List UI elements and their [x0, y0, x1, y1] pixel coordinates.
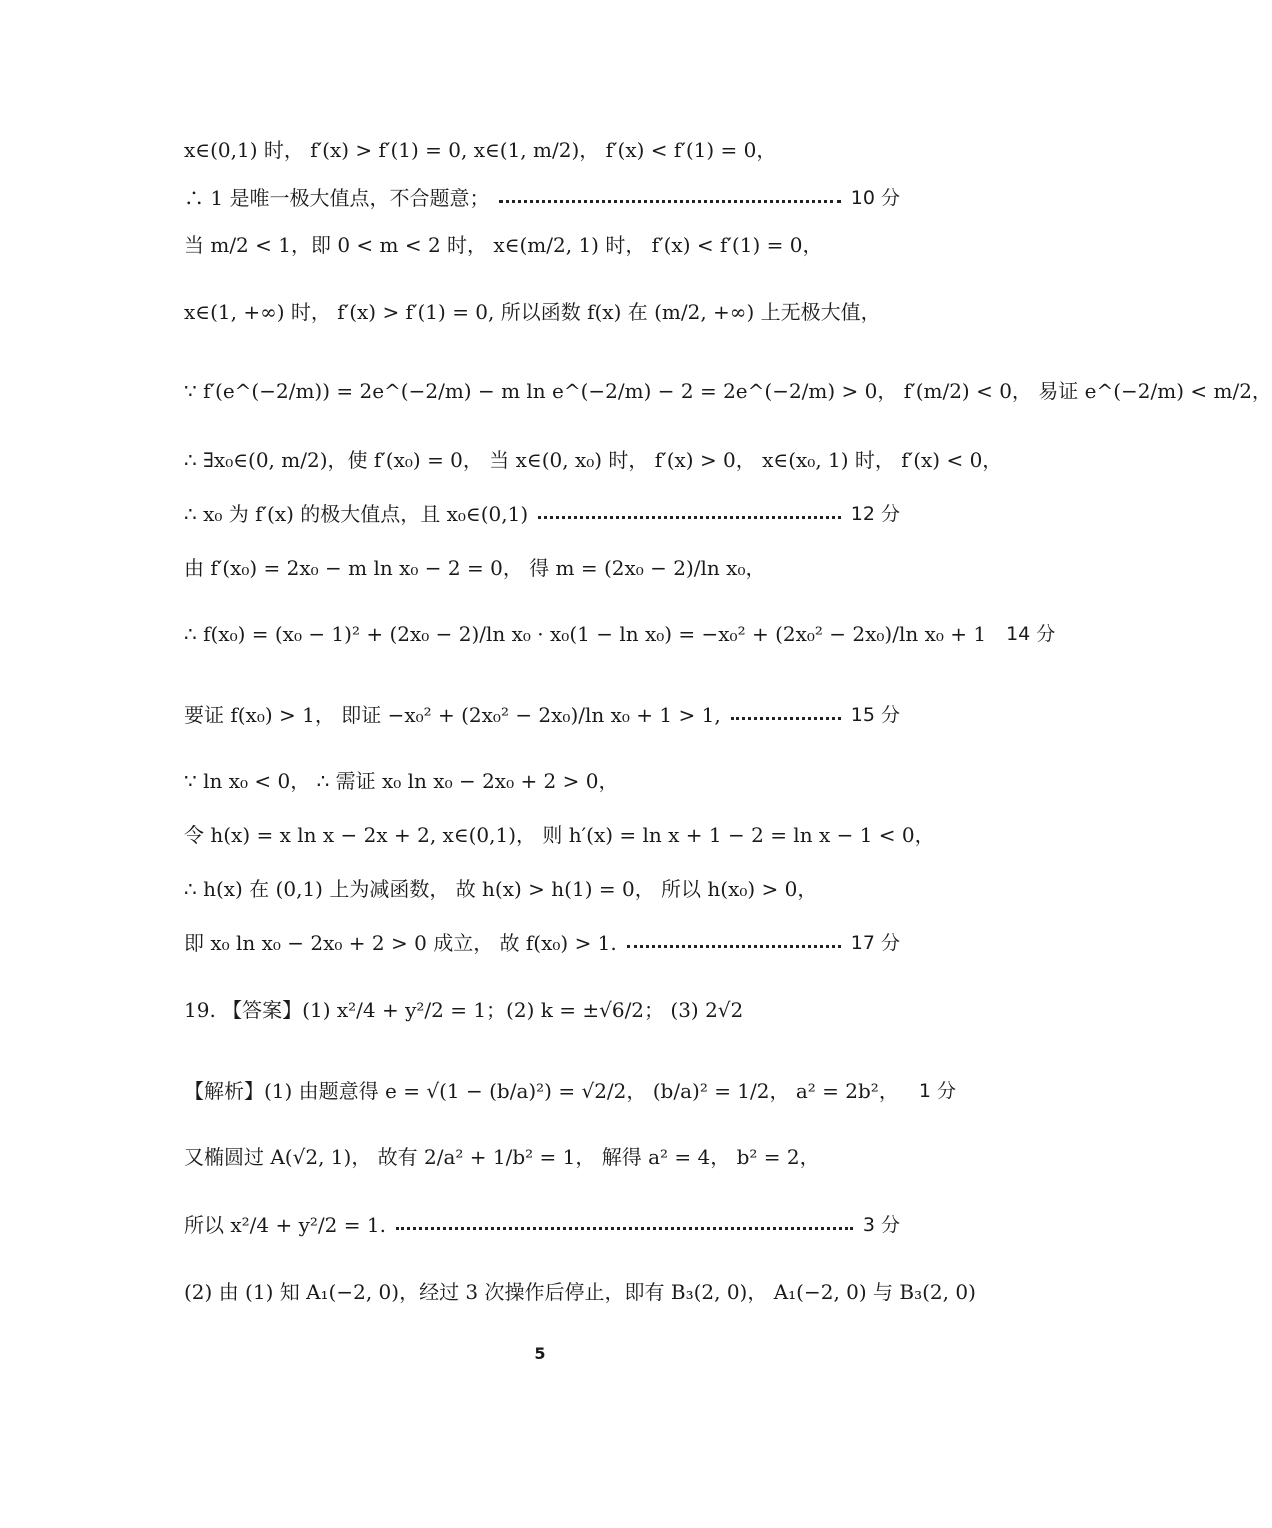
line-text: ∴ ∃x₀∈(0, m/2)，使 f′(x₀) = 0， 当 x∈(0, x₀) 时， f′(x) > 0， x∈(x₀, 1) 时， f′(x) < 0， [184, 448, 1003, 472]
score-label: 17 分 [850, 932, 900, 954]
line-text: x∈(0,1) 时， f′(x) > f′(1) = 0, x∈(1, m/2)， f′(x) < f′(1) = 0， [184, 138, 777, 162]
solution-line [184, 766, 900, 796]
line-text: 要证 f(x₀) > 1， 即证 −x₀² + (2x₀² − 2x₀)/ln x₀ + 1 > 1, [184, 703, 721, 727]
line-text: 令 h(x) = x ln x − 2x + 2, x∈(0,1)， 则 h′(x) = ln x + 1 − 2 = ln x − 1 < 0， [184, 823, 935, 847]
line-text: ∴ 1 是唯一极大值点，不合题意； [184, 186, 490, 210]
solution-line [184, 874, 900, 904]
solution-line [184, 1210, 900, 1240]
solution-line [184, 553, 900, 583]
solution-line [184, 928, 900, 958]
solution-line [184, 820, 935, 850]
leader-dots [396, 1225, 853, 1230]
line-text: 19. 【答案】(1) x²/4 + y²/2 = 1；(2) k = ±√6/2； (3) 2√2 [184, 998, 744, 1022]
solution-line [184, 135, 900, 165]
page-number: 5 [534, 1344, 546, 1363]
score-label: 1 分 [918, 1080, 956, 1102]
leader-dots [731, 715, 841, 720]
solution-line [184, 619, 1056, 649]
line-text: x∈(1, +∞) 时， f′(x) > f′(1) = 0, 所以函数 f(x) 在 (m/2, +∞) 上无极大值， [184, 300, 881, 324]
line-text: 即 x₀ ln x₀ − 2x₀ + 2 > 0 成立， 故 f(x₀) > 1. [184, 931, 617, 955]
solution-line [184, 230, 900, 260]
score-label: 10 分 [850, 187, 900, 209]
leader-dots [627, 943, 841, 948]
solution-line [184, 297, 900, 327]
line-text: 所以 x²/4 + y²/2 = 1. [184, 1213, 386, 1237]
solution-line [184, 376, 1272, 406]
answer-line [184, 995, 900, 1025]
score-label: 3 分 [862, 1214, 900, 1236]
analysis-line [184, 1076, 956, 1106]
line-text: 又椭圆过 A(√2, 1)， 故有 2/a² + 1/b² = 1， 解得 a² = 4， b² = 2， [184, 1145, 820, 1169]
score-label: 14 分 [1006, 623, 1056, 645]
line-text: 当 m/2 < 1，即 0 < m < 2 时， x∈(m/2, 1) 时， f′(x) < f′(1) = 0， [184, 233, 823, 257]
solution-line [184, 183, 900, 213]
leader-dots [499, 198, 840, 203]
line-text: ∴ f(x₀) = (x₀ − 1)² + (2x₀ − 2)/ln x₀ · x₀(1 − ln x₀) = −x₀² + (2x₀² − 2x₀)/ln x₀ + 1 [184, 622, 987, 646]
leader-dots [538, 514, 841, 519]
solution-line [184, 445, 1003, 475]
line-text: ∴ h(x) 在 (0,1) 上为减函数， 故 h(x) > h(1) = 0， 所以 h(x₀) > 0， [184, 877, 818, 901]
solution-line [184, 1142, 900, 1172]
line-text: ∵ ln x₀ < 0， ∴ 需证 x₀ ln x₀ − 2x₀ + 2 > 0， [184, 769, 619, 793]
score-label: 12 分 [850, 503, 900, 525]
solution-line [184, 700, 900, 730]
score-label: 15 分 [850, 704, 900, 726]
line-text: 【解析】(1) 由题意得 e = √(1 − (b/a)²) = √2/2， (b/a)² = 1/2， a² = 2b²， [184, 1079, 899, 1103]
line-text: ∵ f′(e^(−2/m)) = 2e^(−2/m) − m ln e^(−2/m) − 2 = 2e^(−2/m) > 0， f′(m/2) < 0， 易证 e^(−2/m) < m/2， [184, 379, 1272, 403]
line-text: (2) 由 (1) 知 A₁(−2, 0)，经过 3 次操作后停止，即有 B₃(2, 0)， A₁(−2, 0) 与 B₃(2, 0) [184, 1280, 976, 1304]
line-text: 由 f′(x₀) = 2x₀ − m ln x₀ − 2 = 0， 得 m = (2x₀ − 2)/ln x₀， [184, 556, 766, 580]
solution-line [184, 1277, 976, 1307]
line-text: ∴ x₀ 为 f′(x) 的极大值点，且 x₀∈(0,1) [184, 502, 529, 526]
solution-line [184, 499, 900, 529]
